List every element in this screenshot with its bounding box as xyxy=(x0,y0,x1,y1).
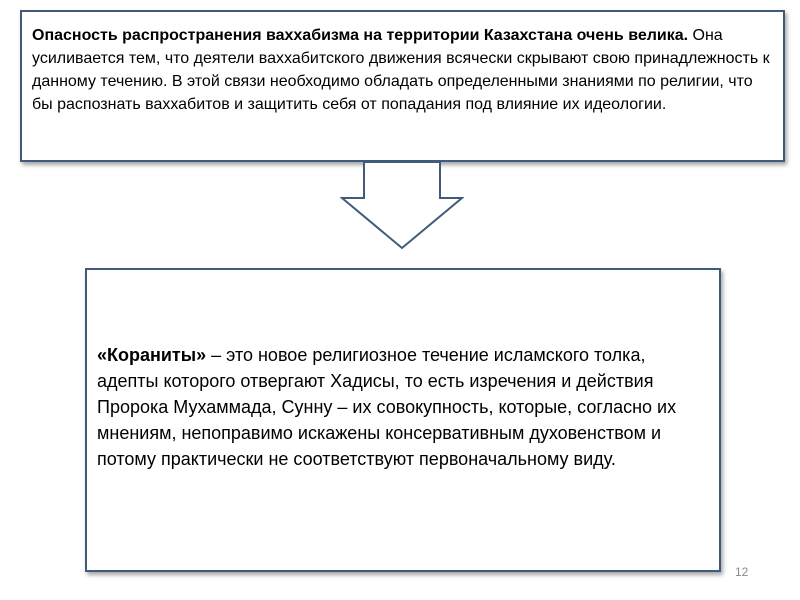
intro-bold-text: Опасность распространения ваххабизма на территории Казахстана очень велика. xyxy=(32,27,689,44)
definition-text-box xyxy=(85,268,721,572)
definition-body-text: – это новое религиозное течение исламского толка, адепты которого отвергают Хадисы, то есть изречения и действия Пророка Мухаммада, Сунну – их совокупность, которые, согласно их мнениям, непоправимо искажены консервативным духовенством и потому практически не соответствуют первоначальному виду. xyxy=(97,345,677,469)
down-arrow-icon xyxy=(340,160,464,252)
page-number: 12 xyxy=(735,565,749,579)
intro-body-text: Она усиливается тем, что деятели ваххабитского движения всячески скрывают свою принадлежность к данному течению. В этой связи необходимо обладать определенными знаниями по религии, что бы распознать ваххабитов и защитить себя от попадания под влияние их идеологии. xyxy=(32,27,770,113)
definition-term: «Кораниты» xyxy=(97,345,207,365)
intro-text-box xyxy=(20,10,785,162)
